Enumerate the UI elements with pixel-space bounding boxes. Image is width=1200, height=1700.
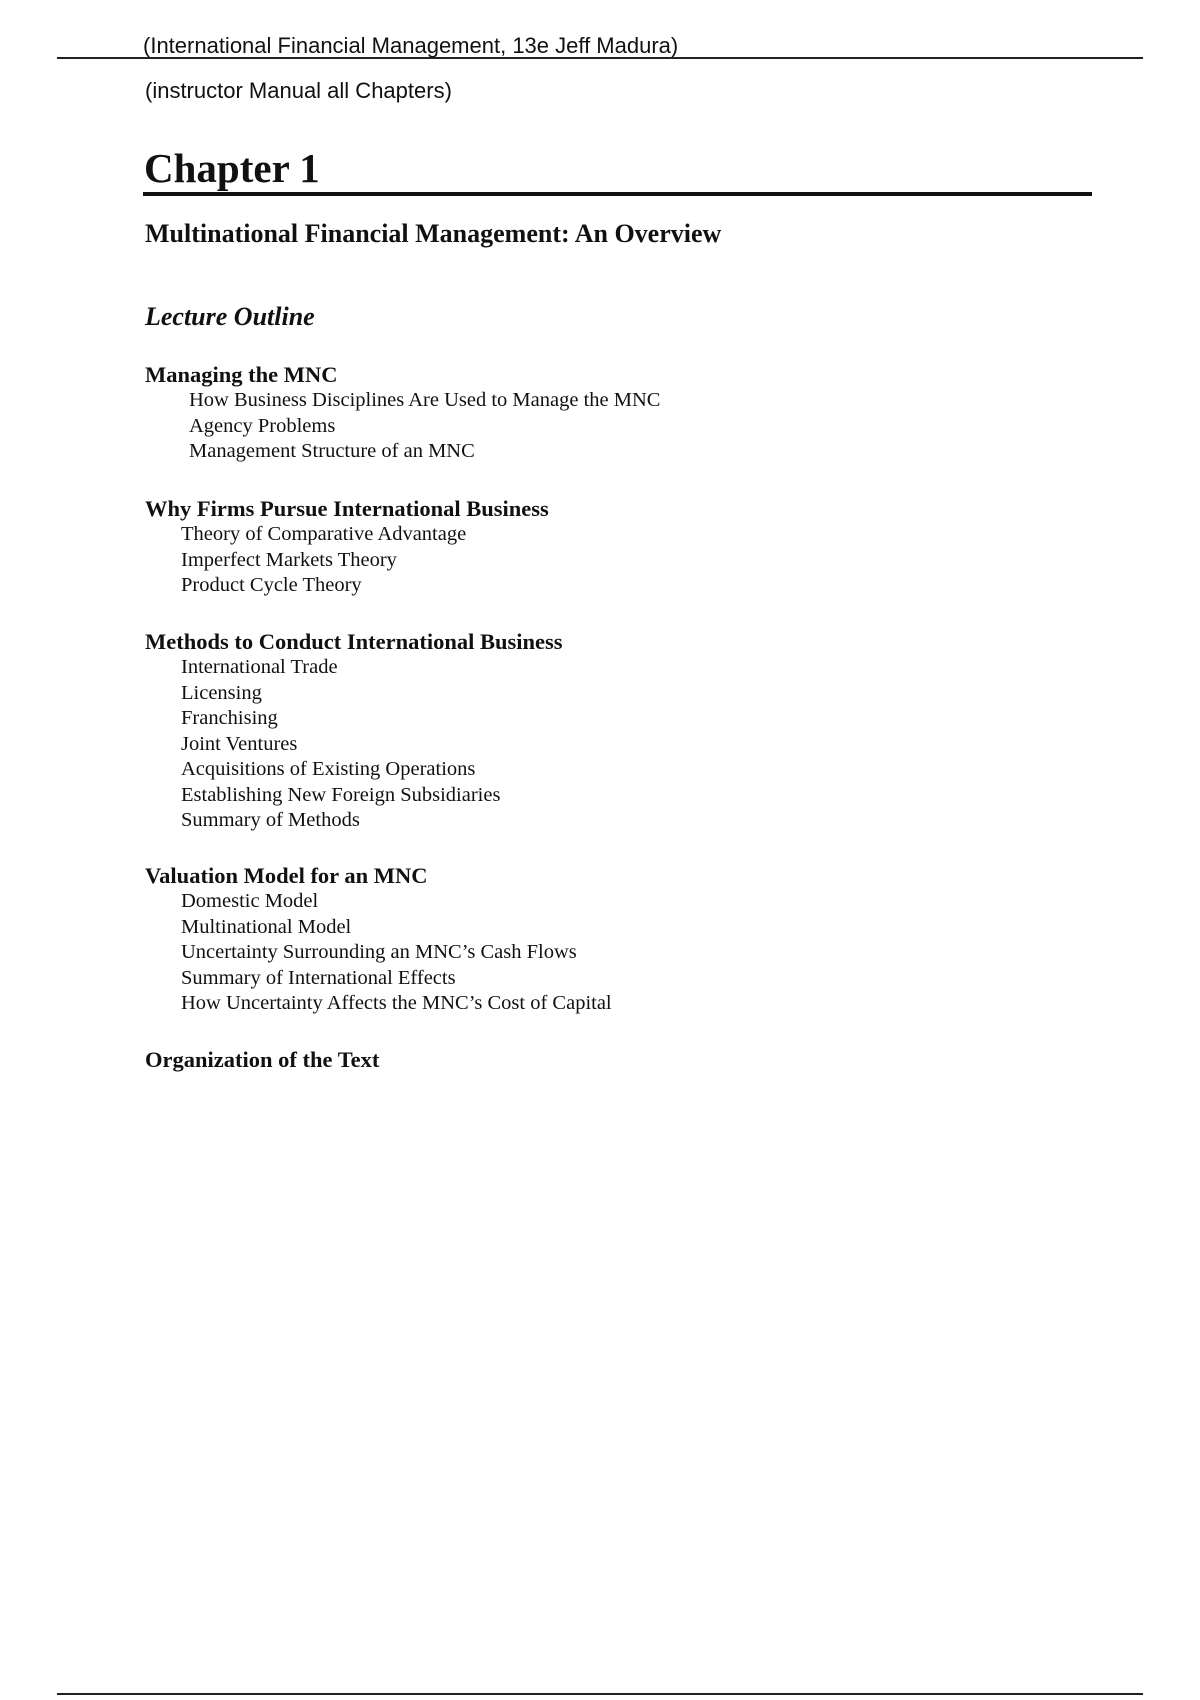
outline-item: Imperfect Markets Theory [181,548,397,571]
lecture-outline-heading: Lecture Outline [145,302,315,331]
outline-item: Domestic Model [181,890,319,912]
outline-item: How Business Disciplines Are Used to Manage the MNC [189,389,661,411]
document-header-title: (International Financial Management, 13e Jeff Madura) [143,33,679,58]
outline-item: Multinational Model [181,915,352,938]
chapter-title: Chapter 1 [144,145,320,191]
outline-section-title: Valuation Model for an MNC [145,863,428,888]
outline-item: Establishing New Foreign Subsidiaries [181,783,501,806]
chapter-subtitle: Multinational Financial Management: An Overview [145,219,722,248]
document-header-subtitle: (instructor Manual all Chapters) [145,78,452,103]
outline-section-methods-to-conduct-international-business [145,629,563,834]
outline-item: Agency Problems [189,414,336,437]
outline-item: Uncertainty Surrounding an MNC’s Cash Flows [181,941,577,963]
header-rule [57,57,1143,59]
outline-item: Acquisitions of Existing Operations [181,758,476,780]
outline-item: Summary of International Effects [181,966,456,989]
outline-item-list [145,388,660,465]
outline-section-managing-the-mnc [145,362,660,465]
outline-item: Theory of Comparative Advantage [181,523,467,545]
outline-item: Summary of Methods [181,809,360,831]
outline-section-title: Organization of the Text [145,1047,380,1072]
outline-item: Product Cycle Theory [181,574,362,596]
outline-item: How Uncertainty Affects the MNC’s Cost of Capital [181,992,612,1014]
outline-item-list [145,889,612,1017]
outline-section-title: Why Firms Pursue International Business [145,496,549,521]
footer-rule [57,1693,1143,1695]
outline-section-organization-of-the-text [145,1047,379,1073]
outline-section-title: Methods to Conduct International Business [145,629,563,654]
outline-item-list [145,522,549,599]
outline-section-valuation-model-for-an-mnc [145,863,612,1017]
outline-section-why-firms-pursue-international-business [145,496,549,599]
outline-item: International Trade [181,656,338,678]
outline-item: Management Structure of an MNC [189,440,475,462]
chapter-title-rule [143,192,1092,196]
outline-item: Franchising [181,707,278,729]
outline-item: Licensing [181,681,262,704]
outline-item-list [145,655,563,834]
outline-section-title: Managing the MNC [145,362,338,387]
outline-item: Joint Ventures [181,732,298,755]
